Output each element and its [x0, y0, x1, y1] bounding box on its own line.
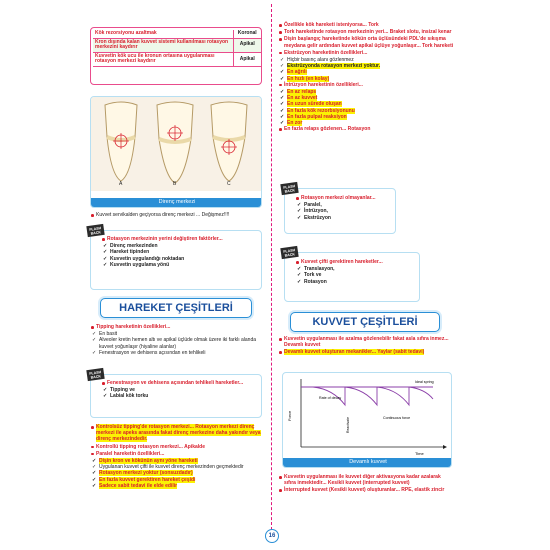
flashback-list — [295, 266, 415, 285]
torque-block — [278, 22, 454, 133]
rotation-center-table — [93, 30, 261, 67]
flashback-box-couple — [283, 247, 420, 302]
list-item: ✓ Translasyon, — [295, 266, 415, 272]
force-graph-box — [282, 372, 452, 468]
list-item: ✓ Tipping ve — [101, 387, 257, 393]
controlled-block — [90, 424, 264, 489]
teeth-caption: Direnç merkezi — [91, 198, 262, 207]
tipping-title: Tipping hareketinin özellikleri... — [90, 324, 264, 330]
highlight-text: En uzun sürede oluşan — [287, 101, 342, 108]
list-item: ✓ En basit — [90, 331, 264, 337]
force-block — [278, 336, 454, 357]
highlight-text: Dişin kron ve kökünün aynı yöne hareketi — [99, 458, 198, 465]
list-item: ✓ Hareket tipinden — [101, 249, 257, 255]
paragraph: Özellikle kök hareketi isteniyorsa... Tork — [278, 22, 454, 28]
list-item — [90, 483, 264, 489]
highlight-text: Sadece sabit tedavi ile elde edilir — [99, 482, 178, 489]
table-cell: Kök rezorsiyonu azaltmak — [93, 30, 233, 38]
table-cell: Kuvvetin kök ucu ile kronun ortasına uygulanması rotasyon merkezi kaydırır — [93, 52, 233, 66]
graph-label-ideal: Ideal spring — [415, 380, 434, 384]
tooth-label: B — [173, 181, 177, 187]
highlight-text: Rotasyon merkezi yoktur (sonsuzdadır) — [99, 470, 193, 477]
list-item: ✓ Tork ve — [295, 272, 415, 278]
intrusion-title: İntrüzyon hareketinin özellikleri... — [278, 82, 454, 88]
tipping-block — [90, 324, 264, 356]
paragraph — [278, 349, 454, 355]
table-cell: Koronal — [233, 30, 261, 38]
paragraph: Tork hareketinde rotasyon merkezinin yeri... Braket slotu, insizal kenar — [278, 29, 454, 35]
list-item: ✓ Uygulanan kuvvet çifti ile kuvvet direnç merkezinden geçmektedir — [90, 464, 264, 470]
flashback-badge: FLASH BACK — [280, 182, 298, 195]
table-cell: Kron dışında kalan kuvvet sistemi kullanılması rotasyon merkezini kaydırır — [93, 38, 233, 52]
flashback-title: Rotasyon merkezi olmayanlar... — [295, 195, 391, 201]
flashback-badge: FLASH BACK — [280, 246, 298, 259]
note-line — [90, 212, 264, 218]
list-item: ✓ Labial kök torku — [101, 393, 257, 399]
highlight-text: En az kuvvet — [287, 95, 318, 102]
tooth-label: C — [227, 181, 231, 187]
flashback-box-no-rotation — [283, 183, 396, 234]
table-cell: Apikal — [233, 52, 261, 66]
position-table-box — [90, 27, 262, 85]
highlight-text: En fazla pulpal reaksiyon — [287, 113, 347, 120]
force-graph-caption: Devamlı kuvvet — [283, 458, 452, 467]
list-item: ✓ Direnç merkezinden — [101, 243, 257, 249]
relapse-line: En fazla relaps gözlenen... Rotasyon — [278, 126, 454, 132]
highlight-text: En ağrılı — [287, 69, 307, 76]
tooth-label: A — [119, 181, 123, 187]
axis-label-force: Force — [287, 410, 292, 421]
teeth-figure — [90, 96, 262, 208]
paragraph: Dişin başlangıç hareketinde kökün orta üçlüsündeki PDL'de sıkışma meydana gelir ardından kuvvet apikal üçlüye yoğunlaşır... Tork hareketi — [278, 36, 454, 48]
highlight-text: En az relaps — [287, 89, 317, 96]
parallel-title: Paralel hareketin özellikleri... — [90, 451, 264, 457]
teeth-illustration — [91, 97, 262, 191]
flashback-title: Rotasyon merkezinin yerini değiştiren faktörler... — [101, 236, 257, 242]
uncontrolled-tipping-text — [90, 424, 264, 443]
page-number: 16 — [265, 529, 279, 543]
list-item: ✓ Paralel, — [295, 202, 391, 208]
tipping-list — [90, 331, 264, 356]
highlight-text: En fazla kuvvet gerektiren hareket çeşidi — [99, 476, 196, 483]
paragraph: İnterrupted kuvvet (Kesikli kuvvet) oluşturanlar... RPE, elastik zincir — [278, 487, 454, 493]
list-item: ✓ Rotasyon — [295, 279, 415, 285]
list-item: ✓ Alveoler kretin hemen altı ve apikal üçlüde olmak üzere iki farklı alanda kuvvet yoğunlaşır (hiyaline alanlar) — [90, 337, 264, 349]
force-graph — [283, 373, 452, 457]
flashback-box-fenestration — [89, 369, 262, 418]
column-divider — [271, 4, 272, 540]
extrusion-list — [278, 57, 454, 82]
list-item: ✓ Fenestrasyon ve dehisens açısından en tehlikeli — [90, 350, 264, 356]
highlight-text: Ekstrüzyonda rotasyon merkezi yoktur. — [287, 63, 381, 70]
table-row — [93, 38, 261, 52]
highlight-text: En zor — [287, 120, 303, 127]
graph-label-reactivate: Reactivate — [346, 416, 350, 433]
section-title-hareket: HAREKET ÇEŞİTLERİ — [100, 298, 252, 318]
flashback-box-rotation — [89, 225, 262, 290]
highlight-text: En hızlı (en kolay) — [287, 75, 330, 82]
flashback-badge: FLASH BACK — [86, 224, 104, 237]
list-item: ✓ Ekstrüzyon — [295, 215, 391, 221]
table-row — [93, 30, 261, 38]
list-item: ✓ Kuvvetin uygulandığı noktadan — [101, 256, 257, 262]
flashback-badge: FLASH BACK — [86, 368, 104, 381]
intrusion-list — [278, 89, 454, 126]
graph-label-continuous: Continuous force — [383, 416, 411, 420]
list-item: ✓ Kuvvetin uygulama yönü — [101, 262, 257, 268]
table-cell: Apikal — [233, 38, 261, 52]
note-text: Kuvvet servikalden geçiyorsa direnç merkezi ... Değişmez!!!! — [96, 212, 230, 218]
extrusion-title: Ekstrüzyon hareketinin özellikleri... — [278, 50, 454, 56]
table-row — [93, 52, 261, 66]
flashback-list — [101, 243, 257, 268]
force-block-2 — [278, 474, 454, 495]
flashback-list — [101, 387, 257, 399]
axis-label-time: Time — [415, 451, 424, 456]
highlight-text: Kontrolsüz tipping'de rotasyon merkezi... Rotasyon merkezi direnç merkezi ile apeks arasında fakat direnç merkezine daha yakındır veya direnç merkezindedir. — [96, 424, 261, 443]
parallel-list — [90, 458, 264, 489]
list-item: ✓ Hiçbir basınç alanı gözlenmez — [278, 57, 454, 63]
list-item: ✓ İntrüzyon, — [295, 208, 391, 214]
paragraph: Kuvvetin uygulanması ile kuvvet diğer aktivasyona kadar azalarak sıfıra inmektedir... Kesikli kuvvet (interrupted kuvvet) — [278, 474, 454, 486]
graph-label-decay: Rate of decay — [319, 396, 342, 400]
paragraph: Kuvvetin uygulanması ile azalma gözlenebilir fakat asla sıfıra inmez... Devamlı kuvvet — [278, 336, 454, 348]
flashback-list — [295, 202, 391, 221]
controlled-tipping-text: Kontrollü tipping rotasyon merkezi... Apikalde — [90, 444, 264, 450]
flashback-title: Kuvvet çifti gerektiren hareketler... — [295, 259, 415, 265]
highlight-text: En fazla kök rezorbsiyonunu — [287, 107, 355, 114]
flashback-title: Fenestrasyon ve dehisens açısından tehlikeli hareketler... — [101, 380, 257, 386]
section-title-kuvvet: KUVVET ÇEŞİTLERİ — [290, 312, 440, 332]
highlight-text: Devamlı kuvvet oluşturan mekanikler... Yaylar (sabit tedavi) — [284, 349, 425, 356]
